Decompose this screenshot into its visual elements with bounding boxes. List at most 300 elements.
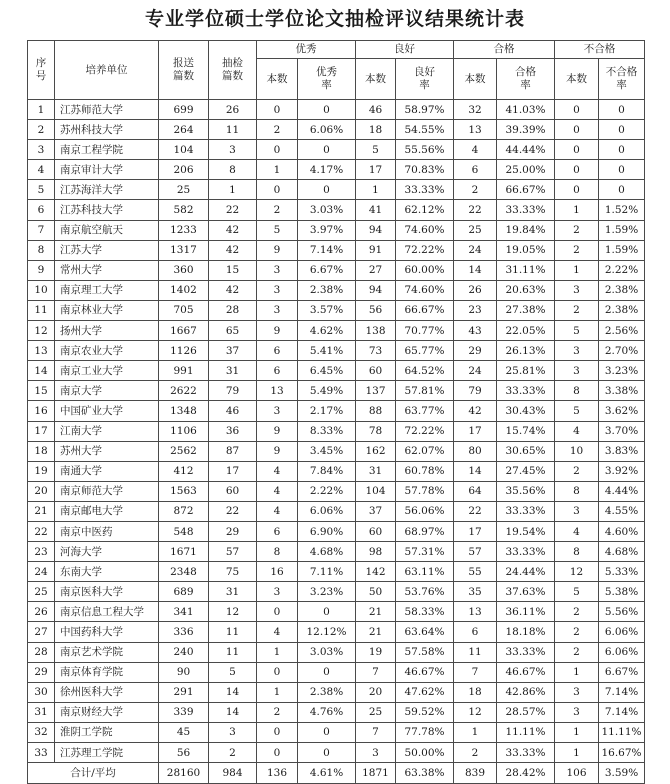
total-label: 合计/平均 bbox=[28, 763, 159, 784]
cell-excellent-count: 4 bbox=[257, 461, 298, 481]
cell-pass-rate: 27.38% bbox=[497, 300, 555, 320]
cell-pass-count: 80 bbox=[454, 441, 497, 461]
cell-good-rate: 65.77% bbox=[396, 341, 454, 361]
cell-unit: 江苏科技大学 bbox=[55, 200, 159, 220]
total-fail-count: 106 bbox=[555, 763, 599, 784]
cell-unit: 江苏大学 bbox=[55, 240, 159, 260]
cell-good-rate: 57.58% bbox=[396, 642, 454, 662]
cell-excellent-rate: 4.17% bbox=[298, 160, 356, 180]
cell-seq: 3 bbox=[28, 140, 55, 160]
cell-fail-rate: 3.92% bbox=[599, 461, 645, 481]
cell-submitted: 2562 bbox=[159, 441, 209, 461]
cell-sampled: 3 bbox=[209, 140, 257, 160]
cell-good-rate: 70.77% bbox=[396, 321, 454, 341]
cell-fail-count: 3 bbox=[555, 682, 599, 702]
cell-good-count: 25 bbox=[356, 702, 396, 722]
cell-sampled: 12 bbox=[209, 602, 257, 622]
cell-good-count: 138 bbox=[356, 321, 396, 341]
cell-excellent-rate: 0 bbox=[298, 180, 356, 200]
cell-sampled: 87 bbox=[209, 441, 257, 461]
table-row bbox=[28, 743, 645, 763]
cell-fail-rate: 3.70% bbox=[599, 421, 645, 441]
cell-excellent-rate: 5.41% bbox=[298, 341, 356, 361]
cell-fail-count: 2 bbox=[555, 622, 599, 642]
cell-pass-count: 2 bbox=[454, 743, 497, 763]
cell-excellent-count: 9 bbox=[257, 441, 298, 461]
cell-fail-rate: 1.52% bbox=[599, 200, 645, 220]
table-row bbox=[28, 240, 645, 260]
cell-unit: 南京农业大学 bbox=[55, 341, 159, 361]
cell-sampled: 26 bbox=[209, 100, 257, 120]
table-row bbox=[28, 421, 645, 441]
cell-excellent-rate: 4.76% bbox=[298, 702, 356, 722]
cell-excellent-count: 3 bbox=[257, 582, 298, 602]
cell-submitted: 548 bbox=[159, 521, 209, 541]
cell-unit: 苏州科技大学 bbox=[55, 120, 159, 140]
cell-excellent-rate: 2.38% bbox=[298, 280, 356, 300]
cell-seq: 1 bbox=[28, 100, 55, 120]
cell-unit: 南京中医药 bbox=[55, 521, 159, 541]
cell-good-rate: 72.22% bbox=[396, 240, 454, 260]
cell-pass-rate: 30.65% bbox=[497, 441, 555, 461]
cell-sampled: 11 bbox=[209, 622, 257, 642]
cell-good-rate: 62.07% bbox=[396, 441, 454, 461]
cell-good-rate: 63.77% bbox=[396, 401, 454, 421]
cell-excellent-count: 9 bbox=[257, 240, 298, 260]
cell-fail-count: 0 bbox=[555, 120, 599, 140]
cell-seq: 32 bbox=[28, 722, 55, 742]
cell-unit: 南京工业大学 bbox=[55, 361, 159, 381]
header-good: 良好 bbox=[356, 41, 454, 59]
cell-good-count: 46 bbox=[356, 100, 396, 120]
cell-pass-count: 79 bbox=[454, 381, 497, 401]
cell-fail-rate: 0 bbox=[599, 100, 645, 120]
cell-submitted: 360 bbox=[159, 260, 209, 280]
cell-excellent-rate: 7.11% bbox=[298, 562, 356, 582]
cell-submitted: 25 bbox=[159, 180, 209, 200]
cell-excellent-rate: 3.03% bbox=[298, 642, 356, 662]
cell-fail-count: 0 bbox=[555, 180, 599, 200]
cell-good-rate: 58.97% bbox=[396, 100, 454, 120]
cell-sampled: 37 bbox=[209, 341, 257, 361]
cell-pass-rate: 11.11% bbox=[497, 722, 555, 742]
cell-good-count: 142 bbox=[356, 562, 396, 582]
cell-excellent-count: 4 bbox=[257, 622, 298, 642]
table-row bbox=[28, 300, 645, 320]
cell-pass-count: 2 bbox=[454, 180, 497, 200]
cell-good-rate: 47.62% bbox=[396, 682, 454, 702]
total-excellent-rate: 4.61% bbox=[298, 763, 356, 784]
cell-unit: 江苏海洋大学 bbox=[55, 180, 159, 200]
table-row bbox=[28, 381, 645, 401]
cell-excellent-rate: 3.57% bbox=[298, 300, 356, 320]
cell-excellent-rate: 6.06% bbox=[298, 120, 356, 140]
cell-pass-count: 14 bbox=[454, 260, 497, 280]
cell-fail-count: 2 bbox=[555, 642, 599, 662]
cell-seq: 27 bbox=[28, 622, 55, 642]
cell-excellent-rate: 4.68% bbox=[298, 542, 356, 562]
cell-good-count: 162 bbox=[356, 441, 396, 461]
cell-submitted: 336 bbox=[159, 622, 209, 642]
cell-sampled: 36 bbox=[209, 421, 257, 441]
cell-good-count: 94 bbox=[356, 220, 396, 240]
cell-excellent-rate: 0 bbox=[298, 100, 356, 120]
cell-sampled: 75 bbox=[209, 562, 257, 582]
cell-fail-count: 1 bbox=[555, 662, 599, 682]
cell-unit: 江苏师范大学 bbox=[55, 100, 159, 120]
cell-excellent-count: 1 bbox=[257, 160, 298, 180]
cell-unit: 南京师范大学 bbox=[55, 481, 159, 501]
cell-good-rate: 62.12% bbox=[396, 200, 454, 220]
cell-submitted: 206 bbox=[159, 160, 209, 180]
cell-fail-count: 3 bbox=[555, 341, 599, 361]
table-row bbox=[28, 662, 645, 682]
cell-pass-rate: 20.63% bbox=[497, 280, 555, 300]
cell-pass-count: 18 bbox=[454, 682, 497, 702]
cell-pass-rate: 22.05% bbox=[497, 321, 555, 341]
cell-excellent-count: 1 bbox=[257, 642, 298, 662]
cell-submitted: 2622 bbox=[159, 381, 209, 401]
cell-unit: 南京航空航天 bbox=[55, 220, 159, 240]
cell-fail-rate: 2.22% bbox=[599, 260, 645, 280]
total-sampled: 984 bbox=[209, 763, 257, 784]
table-row bbox=[28, 401, 645, 421]
cell-fail-rate: 6.67% bbox=[599, 662, 645, 682]
cell-fail-count: 10 bbox=[555, 441, 599, 461]
cell-seq: 11 bbox=[28, 300, 55, 320]
cell-excellent-count: 0 bbox=[257, 100, 298, 120]
cell-excellent-count: 13 bbox=[257, 381, 298, 401]
cell-fail-count: 2 bbox=[555, 240, 599, 260]
cell-seq: 29 bbox=[28, 662, 55, 682]
cell-pass-count: 29 bbox=[454, 341, 497, 361]
cell-good-rate: 53.76% bbox=[396, 582, 454, 602]
cell-pass-rate: 31.11% bbox=[497, 260, 555, 280]
cell-pass-count: 6 bbox=[454, 160, 497, 180]
cell-fail-rate: 3.62% bbox=[599, 401, 645, 421]
cell-fail-count: 8 bbox=[555, 481, 599, 501]
cell-fail-count: 5 bbox=[555, 401, 599, 421]
total-good-rate: 63.38% bbox=[396, 763, 454, 784]
cell-good-rate: 74.60% bbox=[396, 220, 454, 240]
cell-excellent-rate: 0 bbox=[298, 662, 356, 682]
cell-excellent-rate: 6.06% bbox=[298, 501, 356, 521]
cell-excellent-count: 8 bbox=[257, 542, 298, 562]
cell-pass-count: 12 bbox=[454, 702, 497, 722]
cell-excellent-rate: 7.14% bbox=[298, 240, 356, 260]
cell-sampled: 31 bbox=[209, 582, 257, 602]
total-pass-count: 839 bbox=[454, 763, 497, 784]
cell-sampled: 14 bbox=[209, 702, 257, 722]
cell-excellent-count: 6 bbox=[257, 361, 298, 381]
cell-pass-count: 24 bbox=[454, 361, 497, 381]
header-fail-rate: 不合格率 bbox=[599, 59, 645, 100]
cell-sampled: 79 bbox=[209, 381, 257, 401]
table-row bbox=[28, 220, 645, 240]
page-title: 专业学位硕士学位论文抽检评议结果统计表 bbox=[144, 8, 525, 30]
cell-fail-count: 1 bbox=[555, 743, 599, 763]
cell-pass-count: 35 bbox=[454, 582, 497, 602]
cell-pass-rate: 15.74% bbox=[497, 421, 555, 441]
cell-fail-count: 2 bbox=[555, 220, 599, 240]
cell-seq: 21 bbox=[28, 501, 55, 521]
cell-sampled: 17 bbox=[209, 461, 257, 481]
cell-fail-rate: 6.06% bbox=[599, 642, 645, 662]
header-unit: 培养单位 bbox=[55, 41, 159, 100]
cell-unit: 江南大学 bbox=[55, 421, 159, 441]
header-sampled: 抽检篇数 bbox=[209, 41, 257, 100]
header-fail: 不合格 bbox=[555, 41, 645, 59]
cell-sampled: 3 bbox=[209, 722, 257, 742]
cell-fail-rate: 2.38% bbox=[599, 300, 645, 320]
cell-excellent-rate: 2.22% bbox=[298, 481, 356, 501]
header-excellent-count: 本数 bbox=[257, 59, 298, 100]
cell-excellent-count: 0 bbox=[257, 140, 298, 160]
cell-submitted: 412 bbox=[159, 461, 209, 481]
cell-excellent-rate: 2.38% bbox=[298, 682, 356, 702]
cell-fail-rate: 3.23% bbox=[599, 361, 645, 381]
cell-submitted: 582 bbox=[159, 200, 209, 220]
cell-fail-count: 5 bbox=[555, 582, 599, 602]
cell-fail-rate: 4.55% bbox=[599, 501, 645, 521]
cell-excellent-count: 0 bbox=[257, 180, 298, 200]
cell-unit: 南京体育学院 bbox=[55, 662, 159, 682]
cell-seq: 6 bbox=[28, 200, 55, 220]
cell-fail-rate: 5.38% bbox=[599, 582, 645, 602]
cell-seq: 17 bbox=[28, 421, 55, 441]
cell-seq: 23 bbox=[28, 542, 55, 562]
cell-pass-count: 4 bbox=[454, 140, 497, 160]
table-row bbox=[28, 280, 645, 300]
cell-excellent-count: 0 bbox=[257, 662, 298, 682]
cell-sampled: 15 bbox=[209, 260, 257, 280]
cell-pass-count: 13 bbox=[454, 602, 497, 622]
cell-submitted: 1563 bbox=[159, 481, 209, 501]
cell-sampled: 22 bbox=[209, 501, 257, 521]
table-row bbox=[28, 180, 645, 200]
cell-good-count: 7 bbox=[356, 662, 396, 682]
cell-pass-count: 24 bbox=[454, 240, 497, 260]
cell-pass-count: 25 bbox=[454, 220, 497, 240]
cell-fail-rate: 7.14% bbox=[599, 702, 645, 722]
table-row bbox=[28, 642, 645, 662]
cell-fail-rate: 2.70% bbox=[599, 341, 645, 361]
cell-good-rate: 74.60% bbox=[396, 280, 454, 300]
cell-pass-rate: 25.00% bbox=[497, 160, 555, 180]
cell-sampled: 60 bbox=[209, 481, 257, 501]
cell-good-count: 73 bbox=[356, 341, 396, 361]
cell-good-count: 60 bbox=[356, 361, 396, 381]
table-row bbox=[28, 321, 645, 341]
table-row bbox=[28, 582, 645, 602]
cell-fail-count: 5 bbox=[555, 321, 599, 341]
table-row bbox=[28, 702, 645, 722]
cell-pass-rate: 30.43% bbox=[497, 401, 555, 421]
cell-unit: 徐州医科大学 bbox=[55, 682, 159, 702]
cell-submitted: 56 bbox=[159, 743, 209, 763]
cell-pass-rate: 41.03% bbox=[497, 100, 555, 120]
cell-fail-count: 4 bbox=[555, 421, 599, 441]
cell-pass-rate: 33.33% bbox=[497, 381, 555, 401]
cell-excellent-rate: 0 bbox=[298, 140, 356, 160]
table-row bbox=[28, 622, 645, 642]
table-row bbox=[28, 200, 645, 220]
cell-excellent-count: 16 bbox=[257, 562, 298, 582]
cell-pass-rate: 25.81% bbox=[497, 361, 555, 381]
cell-pass-rate: 27.45% bbox=[497, 461, 555, 481]
cell-sampled: 14 bbox=[209, 682, 257, 702]
table-row bbox=[28, 722, 645, 742]
cell-excellent-count: 2 bbox=[257, 120, 298, 140]
cell-fail-count: 3 bbox=[555, 702, 599, 722]
cell-fail-count: 0 bbox=[555, 100, 599, 120]
cell-pass-rate: 24.44% bbox=[497, 562, 555, 582]
cell-pass-count: 6 bbox=[454, 622, 497, 642]
cell-fail-rate: 11.11% bbox=[599, 722, 645, 742]
table-row bbox=[28, 682, 645, 702]
cell-seq: 26 bbox=[28, 602, 55, 622]
cell-fail-rate: 1.59% bbox=[599, 240, 645, 260]
cell-good-count: 37 bbox=[356, 501, 396, 521]
cell-pass-rate: 33.33% bbox=[497, 642, 555, 662]
cell-good-count: 19 bbox=[356, 642, 396, 662]
cell-good-rate: 57.81% bbox=[396, 381, 454, 401]
cell-unit: 江苏理工学院 bbox=[55, 743, 159, 763]
cell-seq: 4 bbox=[28, 160, 55, 180]
header-pass: 合格 bbox=[454, 41, 555, 59]
header-pass-count: 本数 bbox=[454, 59, 497, 100]
cell-unit: 东南大学 bbox=[55, 562, 159, 582]
cell-sampled: 11 bbox=[209, 120, 257, 140]
cell-sampled: 65 bbox=[209, 321, 257, 341]
cell-sampled: 46 bbox=[209, 401, 257, 421]
cell-unit: 南京林业大学 bbox=[55, 300, 159, 320]
table-row bbox=[28, 361, 645, 381]
cell-fail-rate: 0 bbox=[599, 120, 645, 140]
cell-pass-count: 13 bbox=[454, 120, 497, 140]
cell-unit: 南京邮电大学 bbox=[55, 501, 159, 521]
cell-fail-rate: 4.44% bbox=[599, 481, 645, 501]
cell-seq: 30 bbox=[28, 682, 55, 702]
cell-pass-rate: 33.33% bbox=[497, 542, 555, 562]
table-row bbox=[28, 140, 645, 160]
cell-excellent-count: 5 bbox=[257, 220, 298, 240]
cell-sampled: 2 bbox=[209, 743, 257, 763]
cell-good-rate: 72.22% bbox=[396, 421, 454, 441]
cell-good-count: 41 bbox=[356, 200, 396, 220]
cell-good-count: 1 bbox=[356, 180, 396, 200]
cell-pass-count: 22 bbox=[454, 200, 497, 220]
cell-good-rate: 57.78% bbox=[396, 481, 454, 501]
cell-fail-rate: 2.38% bbox=[599, 280, 645, 300]
cell-submitted: 1233 bbox=[159, 220, 209, 240]
cell-good-rate: 57.31% bbox=[396, 542, 454, 562]
cell-seq: 14 bbox=[28, 361, 55, 381]
cell-unit: 南京信息工程大学 bbox=[55, 602, 159, 622]
table-row bbox=[28, 542, 645, 562]
cell-good-count: 3 bbox=[356, 743, 396, 763]
cell-sampled: 1 bbox=[209, 180, 257, 200]
cell-fail-count: 3 bbox=[555, 280, 599, 300]
cell-excellent-count: 2 bbox=[257, 200, 298, 220]
cell-seq: 9 bbox=[28, 260, 55, 280]
cell-seq: 10 bbox=[28, 280, 55, 300]
cell-excellent-rate: 12.12% bbox=[298, 622, 356, 642]
header-excellent: 优秀 bbox=[257, 41, 356, 59]
cell-good-rate: 58.33% bbox=[396, 602, 454, 622]
cell-excellent-count: 4 bbox=[257, 501, 298, 521]
cell-pass-count: 14 bbox=[454, 461, 497, 481]
cell-fail-rate: 4.60% bbox=[599, 521, 645, 541]
cell-good-count: 88 bbox=[356, 401, 396, 421]
cell-fail-rate: 1.59% bbox=[599, 220, 645, 240]
cell-sampled: 42 bbox=[209, 280, 257, 300]
table-row bbox=[28, 100, 645, 120]
cell-excellent-rate: 6.67% bbox=[298, 260, 356, 280]
cell-fail-count: 0 bbox=[555, 140, 599, 160]
cell-pass-count: 55 bbox=[454, 562, 497, 582]
cell-fail-rate: 5.33% bbox=[599, 562, 645, 582]
cell-pass-count: 7 bbox=[454, 662, 497, 682]
cell-good-count: 27 bbox=[356, 260, 396, 280]
cell-submitted: 240 bbox=[159, 642, 209, 662]
cell-pass-count: 57 bbox=[454, 542, 497, 562]
cell-excellent-rate: 3.97% bbox=[298, 220, 356, 240]
cell-good-rate: 60.78% bbox=[396, 461, 454, 481]
cell-unit: 南京审计大学 bbox=[55, 160, 159, 180]
cell-pass-rate: 33.33% bbox=[497, 200, 555, 220]
cell-fail-rate: 3.83% bbox=[599, 441, 645, 461]
cell-good-count: 60 bbox=[356, 521, 396, 541]
cell-excellent-rate: 6.45% bbox=[298, 361, 356, 381]
cell-pass-rate: 37.63% bbox=[497, 582, 555, 602]
table-row bbox=[28, 602, 645, 622]
cell-good-count: 78 bbox=[356, 421, 396, 441]
cell-good-rate: 64.52% bbox=[396, 361, 454, 381]
cell-pass-rate: 66.67% bbox=[497, 180, 555, 200]
cell-fail-count: 2 bbox=[555, 300, 599, 320]
cell-seq: 2 bbox=[28, 120, 55, 140]
cell-pass-count: 42 bbox=[454, 401, 497, 421]
cell-pass-count: 23 bbox=[454, 300, 497, 320]
cell-seq: 25 bbox=[28, 582, 55, 602]
cell-submitted: 705 bbox=[159, 300, 209, 320]
cell-unit: 南京理工大学 bbox=[55, 280, 159, 300]
cell-good-count: 50 bbox=[356, 582, 396, 602]
cell-fail-rate: 7.14% bbox=[599, 682, 645, 702]
cell-seq: 33 bbox=[28, 743, 55, 763]
cell-good-count: 137 bbox=[356, 381, 396, 401]
cell-fail-count: 1 bbox=[555, 200, 599, 220]
cell-sampled: 57 bbox=[209, 542, 257, 562]
cell-excellent-rate: 0 bbox=[298, 722, 356, 742]
cell-excellent-count: 0 bbox=[257, 602, 298, 622]
table-row bbox=[28, 461, 645, 481]
cell-submitted: 2348 bbox=[159, 562, 209, 582]
cell-good-rate: 70.83% bbox=[396, 160, 454, 180]
cell-fail-count: 8 bbox=[555, 542, 599, 562]
cell-excellent-count: 9 bbox=[257, 421, 298, 441]
total-good-count: 1871 bbox=[356, 763, 396, 784]
header-seq: 序号 bbox=[28, 41, 55, 100]
cell-good-count: 31 bbox=[356, 461, 396, 481]
cell-pass-count: 43 bbox=[454, 321, 497, 341]
cell-excellent-rate: 3.23% bbox=[298, 582, 356, 602]
table-row bbox=[28, 160, 645, 180]
cell-excellent-count: 4 bbox=[257, 481, 298, 501]
cell-seq: 19 bbox=[28, 461, 55, 481]
cell-excellent-rate: 3.45% bbox=[298, 441, 356, 461]
